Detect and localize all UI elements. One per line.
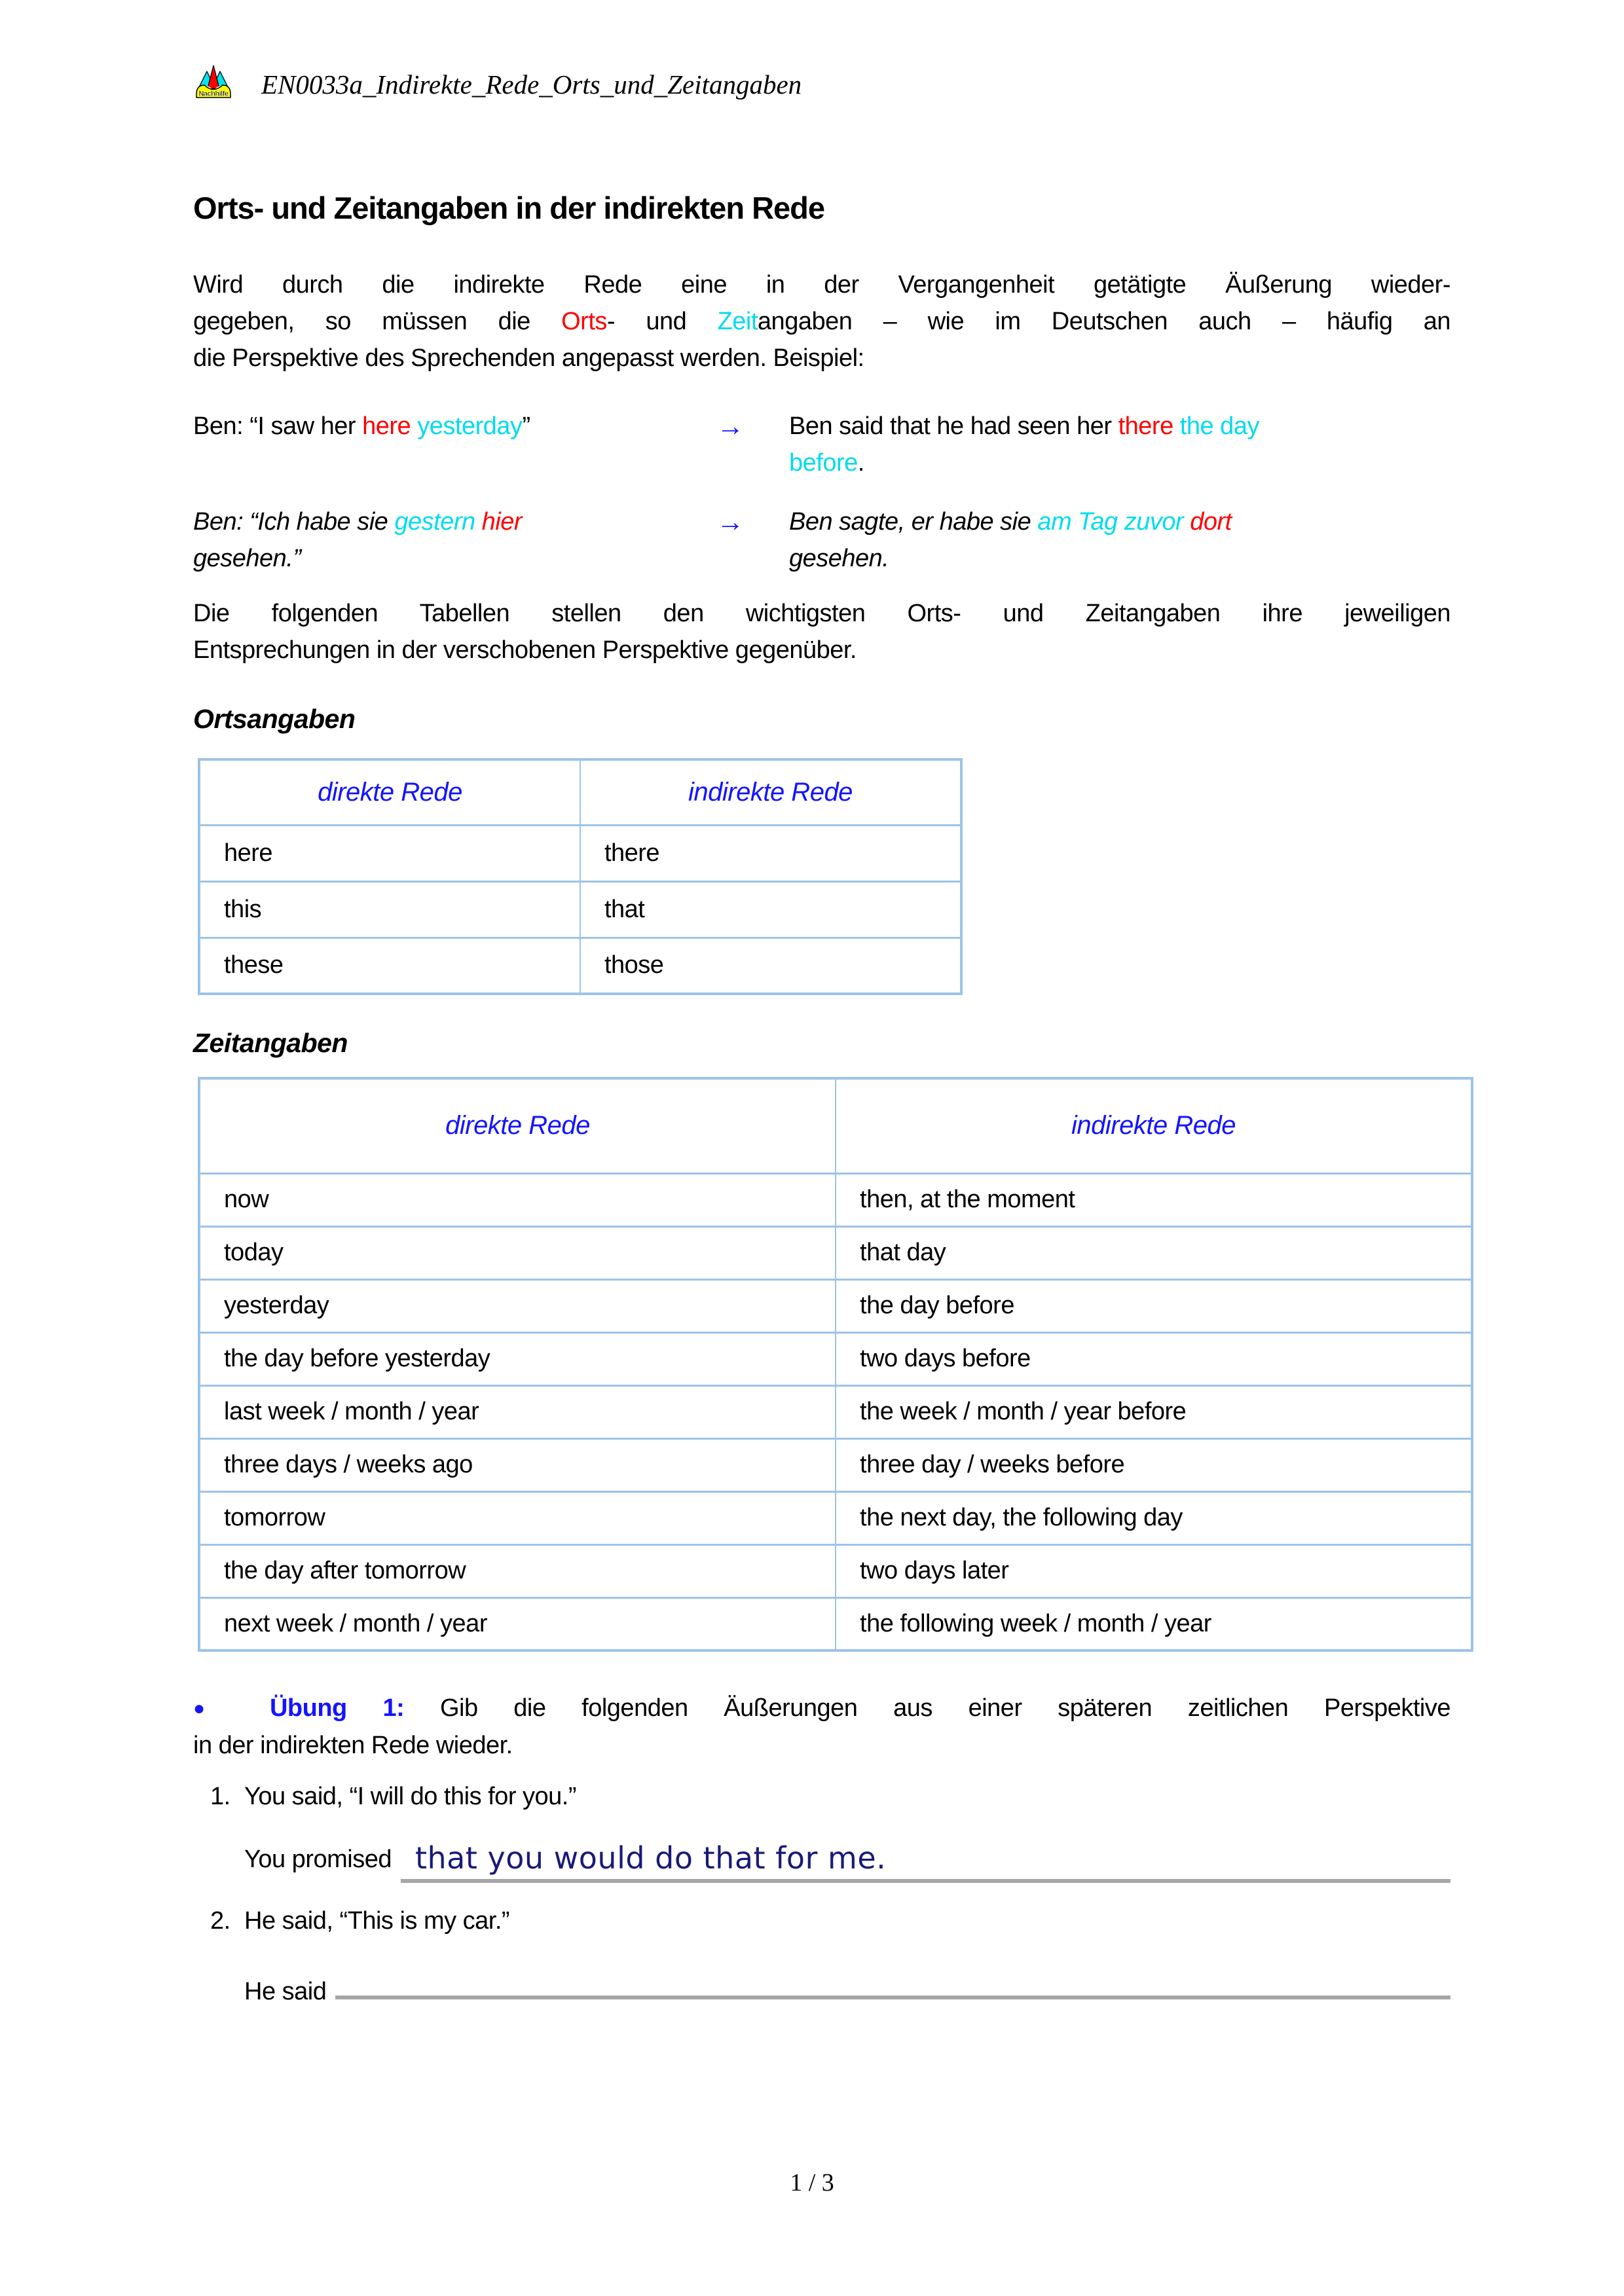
item-text: He said, “This is my car.” xyxy=(244,1907,510,1935)
intro-paragraph xyxy=(193,266,1450,376)
example-row-english xyxy=(193,408,1450,481)
item-text: You said, “I will do this for you.” xyxy=(244,1783,577,1810)
example-indirect-de: Ben sagte, er habe sie am Tag zuvor dort gesehen. xyxy=(789,508,1232,572)
table-header-row xyxy=(199,1078,1472,1173)
intro-line-3: die Perspektive des Sprechenden angepasst werden. Beispiel: xyxy=(193,344,864,372)
intro-line-1: Wird durch die indirekte Rede eine in der Vergangenheit getätigte Äußerung wieder- xyxy=(193,271,1450,299)
example-block xyxy=(193,408,1450,577)
item-number: 2. xyxy=(210,1907,231,1935)
column-header-direkte-rede: direkte Rede xyxy=(199,1078,836,1173)
answer-blank-filled xyxy=(401,1837,1450,1883)
table-row: yesterday the day before xyxy=(199,1279,1472,1332)
answer-line-1 xyxy=(193,1837,1450,1883)
table-row: three days / weeks ago three day / weeks before xyxy=(199,1438,1472,1491)
column-header-indirekte-rede: indirekte Rede xyxy=(836,1078,1472,1173)
table-row: here there xyxy=(199,825,961,881)
handwritten-answer: that you would do that for me. xyxy=(415,1840,887,1876)
example-indirect-en: Ben said that he had seen her there the day before. xyxy=(789,412,1259,477)
table-row: next week / month / year the following week / month / year xyxy=(199,1597,1472,1650)
table-row: the day before yesterday two days before xyxy=(199,1332,1472,1385)
exercise-instructions-line-1: ● Übung 1: Gib die folgenden Äußerungen aus einer späteren zeitlichen Perspektive xyxy=(193,1694,1451,1722)
exercise-instructions xyxy=(193,1690,1450,1764)
tables-intro-line-1: Die folgenden Tabellen stellen den wichtigsten Orts- und Zeitangaben ihre jeweiligen xyxy=(193,600,1450,627)
document-filename: EN0033a_Indirekte_Rede_Orts_und_Zeitangaben xyxy=(261,69,802,100)
answer-line-2 xyxy=(193,1961,1450,2011)
table-header-row xyxy=(199,759,961,825)
table-row: today that day xyxy=(199,1226,1472,1279)
answer-prefix: He said xyxy=(244,1978,327,2005)
example-direct-en: Ben: “I saw her here yesterday” xyxy=(193,412,530,440)
example-direct-de: Ben: “Ich habe sie gestern hier gesehen.” xyxy=(193,508,523,572)
answer-blank-empty xyxy=(335,1961,1450,1999)
item-number: 1. xyxy=(210,1783,231,1810)
exercise-item-2 xyxy=(193,1903,1450,1939)
section-heading-zeitangaben: Zeitangaben xyxy=(193,1028,348,1058)
logo-text: Nachhilfe xyxy=(198,90,229,98)
exercise-instructions-line-2: in der indirekten Rede wieder. xyxy=(193,1732,513,1759)
ortsangaben-table xyxy=(198,758,963,995)
intro-line-2: gegeben, so müssen die Orts- und Zeitangaben – wie im Deutschen auch – häufig an xyxy=(193,308,1451,335)
page-title: Orts- und Zeitangaben in der indirekten Rede xyxy=(193,191,825,225)
highlight-zeit: Zeit xyxy=(717,308,758,335)
page-header xyxy=(193,63,1450,106)
arrow-right-icon: → xyxy=(716,410,744,441)
nachhilfe-logo-icon xyxy=(193,63,234,106)
tables-intro-line-2: Entsprechungen in der verschobenen Perspektive gegenüber. xyxy=(193,636,857,664)
column-header-direkte-rede: direkte Rede xyxy=(199,759,580,825)
table-row: these those xyxy=(199,938,961,994)
table-row: this that xyxy=(199,881,961,938)
bullet-icon: ● xyxy=(193,1698,234,1719)
page-number: 1 / 3 xyxy=(790,2169,834,2196)
highlight-orts: Orts xyxy=(561,308,607,335)
exercise-label: Übung 1: xyxy=(269,1694,405,1722)
arrow-right-icon: → xyxy=(716,506,744,537)
table-row: last week / month / year the week / month / year before xyxy=(199,1385,1472,1438)
table-row: now then, at the moment xyxy=(199,1173,1472,1226)
example-row-german xyxy=(193,503,1450,577)
table-row: tomorrow the next day, the following day xyxy=(199,1491,1472,1544)
exercise-item-1 xyxy=(193,1778,1450,1815)
column-header-indirekte-rede: indirekte Rede xyxy=(580,759,961,825)
section-heading-ortsangaben: Ortsangaben xyxy=(193,704,356,734)
table-row: the day after tomorrow two days later xyxy=(199,1544,1472,1597)
zeitangaben-table xyxy=(198,1077,1473,1652)
tables-intro-paragraph xyxy=(193,595,1450,668)
answer-prefix: You promised xyxy=(244,1846,392,1873)
